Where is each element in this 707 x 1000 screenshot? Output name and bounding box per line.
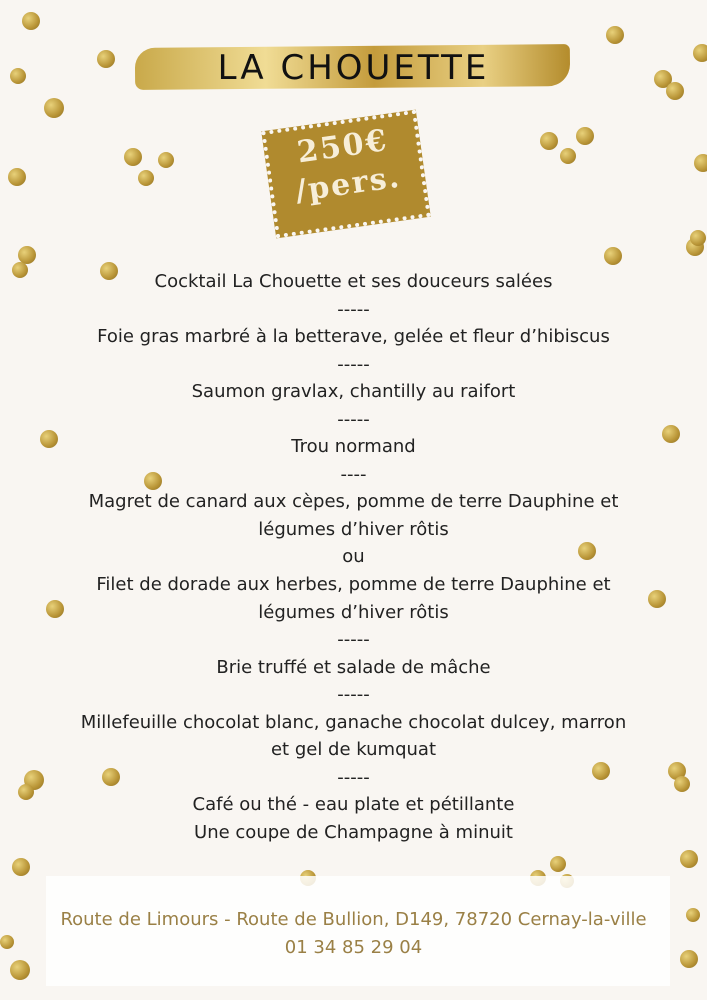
menu-line: Foie gras marbré à la betterave, gelée et fleur d’hibiscus bbox=[97, 326, 610, 348]
contact-info bbox=[0, 906, 707, 962]
gold-confetti-dot bbox=[12, 858, 30, 876]
menu-line: Saumon gravlax, chantilly au raifort bbox=[191, 381, 516, 403]
course-separator: ----- bbox=[337, 298, 370, 320]
course-separator: ----- bbox=[337, 766, 370, 788]
price-amount: 250€ bbox=[295, 122, 391, 171]
address: Route de Limours - Route de Bullion, D149, 78720 Cernay-la-ville bbox=[60, 909, 647, 930]
gold-confetti-dot bbox=[604, 247, 622, 265]
restaurant-title: LA CHOUETTE bbox=[217, 48, 490, 88]
menu-line: ou bbox=[342, 546, 365, 568]
gold-confetti-dot bbox=[576, 127, 594, 145]
menu-line: Cocktail La Chouette et ses douceurs salées bbox=[154, 271, 553, 292]
gold-confetti-dot bbox=[690, 230, 706, 246]
gold-confetti-dot bbox=[10, 960, 30, 980]
course-separator: ---- bbox=[340, 463, 367, 485]
menu-line: Une coupe de Champagne à minuit bbox=[194, 821, 513, 843]
menu-line: et gel de kumquat bbox=[270, 739, 437, 761]
menu-line: Magret de canard aux cèpes, pomme de terre Dauphine et bbox=[88, 491, 619, 513]
menu-line: Café ou thé - eau plate et pétillante bbox=[192, 794, 515, 816]
price-unit: /pers. bbox=[293, 159, 404, 210]
gold-confetti-dot bbox=[44, 98, 64, 118]
menu-line: légumes d’hiver rôtis bbox=[258, 518, 449, 540]
menu-line: Millefeuille chocolat blanc, ganache chocolat dulcey, marron bbox=[80, 711, 627, 733]
course-separator: ----- bbox=[337, 629, 370, 651]
menu-line: légumes d’hiver rôtis bbox=[258, 601, 449, 623]
gold-confetti-dot bbox=[694, 154, 707, 172]
gold-confetti-dot bbox=[606, 26, 624, 44]
phone-number: 01 34 85 29 04 bbox=[284, 937, 423, 958]
gold-confetti-dot bbox=[138, 170, 154, 186]
gold-confetti-dot bbox=[680, 850, 698, 868]
course-separator: ----- bbox=[337, 408, 370, 430]
gold-confetti-dot bbox=[124, 148, 142, 166]
menu-line: Filet de dorade aux herbes, pomme de terre Dauphine et bbox=[96, 574, 611, 596]
gold-confetti-dot bbox=[560, 148, 576, 164]
gold-confetti-dot bbox=[8, 168, 26, 186]
gold-confetti-dot bbox=[22, 12, 40, 30]
menu-line: Brie truffé et salade de mâche bbox=[216, 656, 491, 678]
course-separator: ----- bbox=[337, 684, 370, 706]
course-separator: ----- bbox=[337, 353, 370, 375]
menu-list bbox=[0, 268, 707, 846]
menu-line: Trou normand bbox=[291, 436, 416, 458]
gold-confetti-dot bbox=[550, 856, 566, 872]
gold-confetti-dot bbox=[158, 152, 174, 168]
gold-confetti-dot bbox=[540, 132, 558, 150]
